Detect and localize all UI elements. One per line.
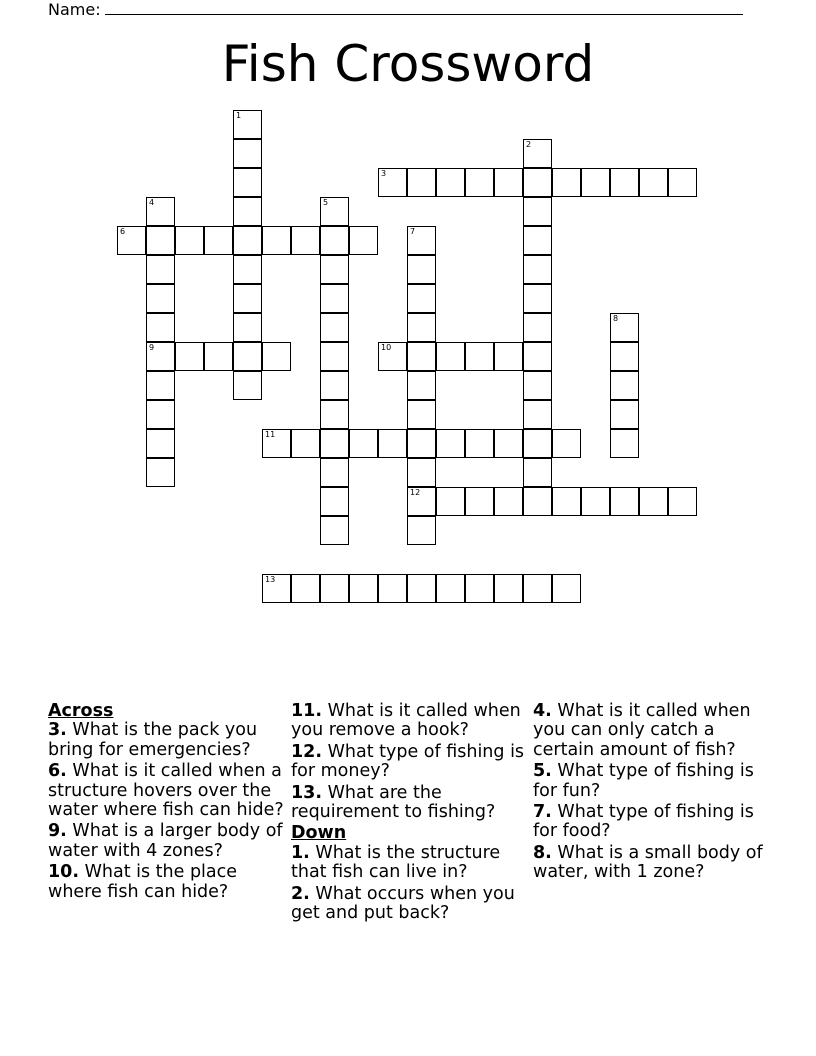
grid-cell[interactable] — [204, 342, 233, 371]
grid-cell[interactable] — [523, 574, 552, 603]
clue-item — [533, 844, 769, 883]
clue-text: What type of fishing is for fun? — [533, 761, 754, 801]
clue-section-header: Down — [291, 823, 347, 844]
grid-cell[interactable] — [378, 574, 407, 603]
clue-text: What type of fishing is for food? — [533, 802, 754, 842]
grid-cell[interactable] — [146, 400, 175, 429]
clue-text: What is the place where fish can hide? — [48, 862, 238, 902]
grid-cell[interactable] — [610, 487, 639, 516]
grid-cell[interactable] — [175, 226, 204, 255]
grid-cell[interactable] — [523, 342, 552, 371]
grid-cell[interactable] — [523, 197, 552, 226]
grid-cell[interactable] — [494, 429, 523, 458]
name-label: Name: — [48, 0, 101, 19]
grid-cell[interactable] — [233, 255, 262, 284]
clue-number: 5 — [323, 198, 329, 207]
clue-number: 3 — [381, 169, 387, 178]
grid-cell[interactable] — [233, 168, 262, 197]
grid-cell[interactable] — [523, 139, 552, 168]
grid-cell[interactable] — [291, 574, 320, 603]
clue-item — [291, 885, 527, 924]
clue-section-header: Across — [48, 701, 114, 721]
grid-cell[interactable] — [407, 284, 436, 313]
grid-cell[interactable] — [320, 226, 349, 255]
clue-text: What is the pack you bring for emergencies? — [48, 720, 258, 760]
clue-text: What is it called when a structure hovers over the water where fish can hide? — [48, 761, 284, 821]
grid-cell[interactable] — [436, 168, 465, 197]
grid-cell[interactable] — [349, 429, 378, 458]
grid-cell[interactable] — [407, 168, 436, 197]
grid-cell[interactable] — [523, 255, 552, 284]
grid-cell[interactable] — [639, 168, 668, 197]
clue-number: 3. — [48, 720, 67, 741]
grid-cell[interactable] — [320, 487, 349, 516]
clue-number: 13 — [265, 575, 276, 584]
grid-cell[interactable] — [262, 574, 291, 603]
grid-cell[interactable] — [262, 226, 291, 255]
grid-cell[interactable] — [233, 313, 262, 342]
grid-cell[interactable] — [494, 487, 523, 516]
clue-text: What is a small body of water, with 1 zone? — [533, 842, 763, 883]
grid-cell[interactable] — [378, 342, 407, 371]
grid-cell[interactable] — [436, 342, 465, 371]
clue-text: What are the requirement to fishing? — [291, 782, 496, 823]
grid-cell[interactable] — [610, 168, 639, 197]
clue-item — [533, 702, 769, 760]
grid-cell[interactable] — [407, 400, 436, 429]
grid-cell[interactable] — [233, 226, 262, 255]
grid-cell[interactable] — [320, 284, 349, 313]
grid-cell[interactable] — [349, 574, 378, 603]
clue-item — [291, 743, 527, 782]
clue-text: What is it called when you remove a hook? — [291, 701, 521, 741]
grid-cell[interactable] — [465, 574, 494, 603]
grid-cell[interactable] — [407, 487, 436, 516]
grid-cell[interactable] — [407, 574, 436, 603]
clue-number: 4. — [533, 701, 552, 721]
clue-item — [533, 762, 769, 801]
grid-cell[interactable] — [552, 429, 581, 458]
grid-cell[interactable] — [407, 255, 436, 284]
grid-cell[interactable] — [494, 168, 523, 197]
grid-cell[interactable] — [610, 342, 639, 371]
clue-text: What type of fishing is for money? — [291, 741, 525, 782]
clue-item — [48, 721, 284, 760]
clues-column-2 — [291, 702, 527, 925]
grid-cell[interactable] — [378, 429, 407, 458]
grid-cell[interactable] — [436, 574, 465, 603]
grid-cell[interactable] — [320, 429, 349, 458]
page-title: Fish Crossword — [221, 35, 595, 93]
grid-cell[interactable] — [262, 429, 291, 458]
grid-cell[interactable] — [407, 516, 436, 545]
clue-number: 1 — [236, 111, 242, 120]
grid-cell[interactable] — [233, 284, 262, 313]
grid-cell[interactable] — [233, 139, 262, 168]
grid-cell[interactable] — [407, 458, 436, 487]
grid-cell[interactable] — [262, 342, 291, 371]
clue-number: 2 — [526, 140, 532, 149]
grid-cell[interactable] — [320, 255, 349, 284]
clue-item — [48, 762, 284, 820]
grid-cell[interactable] — [494, 574, 523, 603]
grid-cell[interactable] — [320, 400, 349, 429]
grid-cell[interactable] — [320, 342, 349, 371]
grid-cell[interactable] — [552, 574, 581, 603]
grid-cell[interactable] — [204, 226, 233, 255]
grid-cell[interactable] — [523, 284, 552, 313]
clue-number: 10. — [48, 862, 80, 883]
grid-cell[interactable] — [146, 313, 175, 342]
grid-cell[interactable] — [465, 342, 494, 371]
clue-number: 13. — [291, 782, 323, 803]
grid-cell[interactable] — [523, 487, 552, 516]
grid-cell[interactable] — [146, 458, 175, 487]
clue-item — [291, 784, 527, 823]
clue-item — [291, 702, 527, 741]
grid-cell[interactable] — [233, 342, 262, 371]
clue-number: 8 — [613, 314, 619, 323]
grid-cell[interactable] — [494, 342, 523, 371]
grid-cell[interactable] — [146, 255, 175, 284]
grid-cell[interactable] — [146, 226, 175, 255]
clue-text: What is a larger body of water with 4 zones? — [48, 821, 283, 861]
clues-column-1 — [48, 702, 284, 904]
grid-cell[interactable] — [523, 400, 552, 429]
clue-number: 1. — [291, 842, 310, 863]
grid-cell[interactable] — [378, 168, 407, 197]
grid-cell[interactable] — [291, 226, 320, 255]
grid-cell[interactable] — [610, 400, 639, 429]
grid-cell[interactable] — [146, 284, 175, 313]
grid-cell[interactable] — [146, 342, 175, 371]
grid-cell[interactable] — [581, 487, 610, 516]
clue-number: 12 — [410, 488, 421, 497]
clue-text: What is the structure that fish can live in? — [291, 842, 501, 883]
grid-cell[interactable] — [233, 197, 262, 226]
grid-cell[interactable] — [320, 516, 349, 545]
grid-cell[interactable] — [465, 487, 494, 516]
grid-cell[interactable] — [407, 313, 436, 342]
grid-cell[interactable] — [407, 342, 436, 371]
grid-cell[interactable] — [552, 168, 581, 197]
grid-cell[interactable] — [407, 371, 436, 400]
grid-cell[interactable] — [610, 313, 639, 342]
grid-cell[interactable] — [146, 371, 175, 400]
grid-cell[interactable] — [320, 197, 349, 226]
grid-cell[interactable] — [233, 371, 262, 400]
grid-cell[interactable] — [320, 458, 349, 487]
clue-item — [291, 844, 527, 883]
grid-cell[interactable] — [320, 371, 349, 400]
clue-number: 4 — [149, 198, 155, 207]
clue-item — [48, 822, 284, 861]
grid-cell[interactable] — [523, 458, 552, 487]
clue-number: 6. — [48, 761, 67, 782]
clue-number: 6 — [120, 227, 126, 236]
grid-cell[interactable] — [175, 342, 204, 371]
grid-cell[interactable] — [320, 574, 349, 603]
grid-cell[interactable] — [523, 168, 552, 197]
clue-number: 7. — [533, 802, 552, 823]
grid-cell[interactable] — [639, 487, 668, 516]
grid-cell[interactable] — [610, 371, 639, 400]
grid-cell[interactable] — [523, 371, 552, 400]
grid-cell[interactable] — [581, 168, 610, 197]
grid-cell[interactable] — [146, 429, 175, 458]
clue-number: 9. — [48, 821, 67, 842]
grid-cell[interactable] — [523, 313, 552, 342]
grid-cell[interactable] — [523, 429, 552, 458]
clue-text: What occurs when you get and put back? — [291, 883, 515, 924]
grid-cell[interactable] — [465, 429, 494, 458]
grid-cell[interactable] — [552, 487, 581, 516]
clue-number: 2. — [291, 883, 310, 904]
clue-number: 7 — [410, 227, 416, 236]
grid-cell[interactable] — [407, 429, 436, 458]
grid-cell[interactable] — [320, 313, 349, 342]
grid-cell[interactable] — [523, 226, 552, 255]
grid-cell[interactable] — [291, 429, 320, 458]
clues-column-3 — [533, 702, 769, 885]
grid-cell[interactable] — [465, 168, 494, 197]
clue-number: 8. — [533, 842, 552, 863]
grid-cell[interactable] — [436, 487, 465, 516]
grid-cell[interactable] — [610, 429, 639, 458]
grid-cell[interactable] — [407, 226, 436, 255]
clue-number: 5. — [533, 761, 552, 782]
grid-cell[interactable] — [117, 226, 146, 255]
clue-number: 10 — [381, 343, 392, 352]
grid-cell[interactable] — [233, 110, 262, 139]
clue-number: 11 — [265, 430, 276, 439]
grid-cell[interactable] — [146, 197, 175, 226]
grid-cell[interactable] — [668, 168, 697, 197]
grid-cell[interactable] — [668, 487, 697, 516]
clue-number: 12. — [291, 741, 323, 762]
clue-text: What is it called when you can only catch a certain amount of fish? — [533, 701, 751, 760]
grid-cell[interactable] — [349, 226, 378, 255]
grid-cell[interactable] — [436, 429, 465, 458]
clue-item — [48, 863, 284, 902]
clue-number: 9 — [149, 343, 155, 352]
clue-item — [533, 803, 769, 842]
clue-number: 11. — [291, 701, 323, 721]
